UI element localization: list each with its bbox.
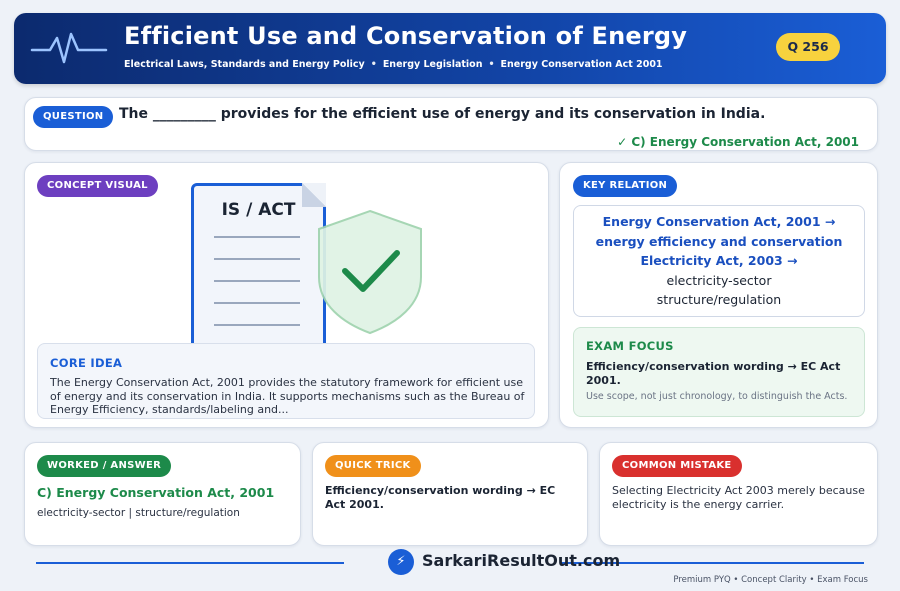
- document-line: [214, 324, 300, 326]
- footer-tagline: Premium PYQ • Concept Clarity • Exam Focus: [673, 575, 868, 585]
- document-title: IS / ACT: [221, 200, 296, 220]
- key-relation-label: KEY RELATION: [573, 175, 677, 197]
- footer-divider: [36, 562, 344, 564]
- question-number-badge: Q 256: [776, 33, 840, 61]
- document-line: [214, 280, 300, 282]
- document-line: [214, 302, 300, 304]
- worked-answer-card: [24, 442, 301, 546]
- relation-line: energy efficiency and conservation: [595, 233, 843, 249]
- key-relation-box: [573, 205, 865, 317]
- relation-line: structure/regulation: [656, 292, 782, 307]
- footer-site-link[interactable]: SarkariResultOut.com: [422, 551, 621, 570]
- relation-line: Electricity Act, 2003 →: [640, 253, 798, 268]
- exam-focus-box: [573, 327, 865, 417]
- shield-check-icon: [315, 207, 425, 337]
- breadcrumb-item[interactable]: Electrical Laws, Standards and Energy Policy: [124, 59, 365, 70]
- breadcrumb: [124, 59, 663, 70]
- concept-visual-label: CONCEPT VISUAL: [37, 175, 158, 197]
- common-mistake-card: [599, 442, 878, 546]
- worked-answer-text: C) Energy Conservation Act, 2001: [37, 485, 275, 500]
- core-idea-box: [37, 343, 535, 419]
- quick-trick-label: QUICK TRICK: [325, 455, 421, 477]
- exam-focus-title: EXAM FOCUS: [586, 339, 674, 353]
- core-idea-title: CORE IDEA: [50, 356, 123, 370]
- document-line: [214, 258, 300, 260]
- key-relation-card: [559, 162, 878, 428]
- worked-answer-label: WORKED / ANSWER: [37, 455, 171, 477]
- quick-trick-card: [312, 442, 588, 546]
- question-text: The _________ provides for the efficient use of energy and its conservation in India.: [119, 106, 766, 122]
- document-icon: [191, 183, 326, 353]
- common-mistake-label: COMMON MISTAKE: [612, 455, 742, 477]
- exam-focus-main: Efficiency/conservation wording → EC Act 2001.: [586, 360, 841, 387]
- pulse-icon: [30, 30, 108, 66]
- exam-focus-note: Use scope, not just chronology, to distinguish the Acts.: [586, 391, 848, 402]
- header-banner: [14, 13, 886, 84]
- quick-trick-text: Efficiency/conservation wording → EC Act 2001.: [325, 484, 556, 511]
- question-label: QUESTION: [33, 106, 113, 128]
- common-mistake-text: Selecting Electricity Act 2003 merely because electricity is the energy carrier.: [612, 484, 865, 511]
- breadcrumb-item[interactable]: Energy Legislation: [382, 59, 483, 70]
- breadcrumb-separator: •: [488, 59, 495, 70]
- concept-visual-card: [24, 162, 549, 428]
- worked-answer-detail: electricity-sector | structure/regulation: [37, 507, 240, 519]
- document-line: [214, 236, 300, 238]
- page-title: Efficient Use and Conservation of Energy: [124, 22, 688, 50]
- question-card: [24, 97, 878, 151]
- relation-line: electricity-sector: [666, 272, 772, 288]
- breadcrumb-separator: •: [370, 59, 377, 70]
- correct-answer: ✓ C) Energy Conservation Act, 2001: [617, 135, 859, 149]
- breadcrumb-item[interactable]: Energy Conservation Act 2001: [500, 59, 663, 70]
- core-idea-text: The Energy Conservation Act, 2001 provides the statutory framework for efficient use of energy and its conservation in India. It supports mechanisms such as the Bureau of Energy Efficiency, standards/labeling and...: [50, 376, 525, 416]
- lightning-logo-icon: ⚡: [388, 549, 414, 575]
- relation-line: Energy Conservation Act, 2001 →: [602, 214, 836, 229]
